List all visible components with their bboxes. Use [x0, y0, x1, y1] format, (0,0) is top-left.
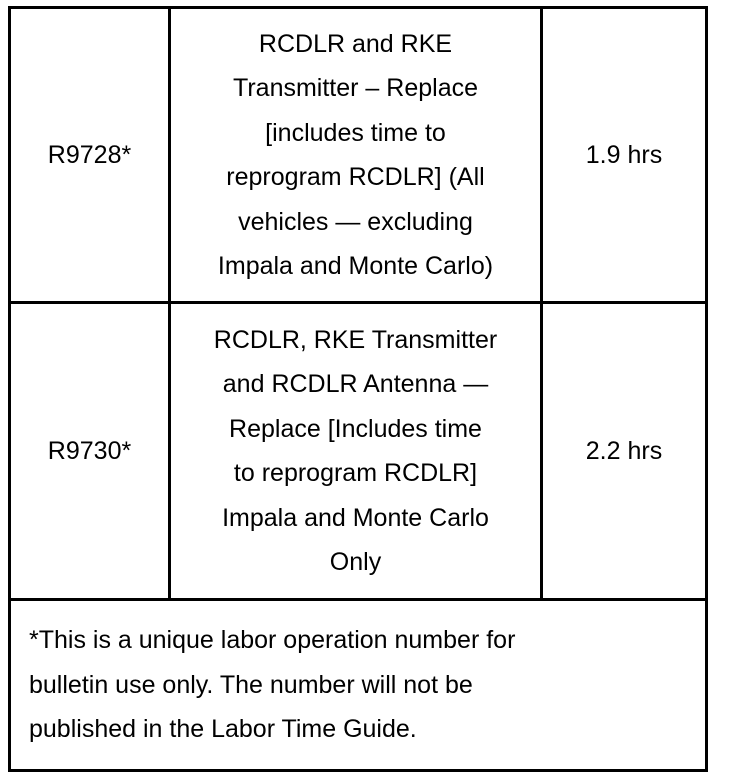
description-line: RCDLR and RKE: [258, 29, 453, 58]
description-line: Replace [Includes time: [229, 414, 482, 443]
description-line: Impala and Monte Carlo): [217, 252, 494, 280]
labor-operation-description: [170, 303, 542, 600]
labor-operation-description: [170, 8, 542, 303]
description-line: and RCDLR Antenna —: [222, 370, 489, 398]
description-line: Impala and Monte Carlo: [222, 503, 489, 532]
description-line: RCDLR, RKE Transmitter: [213, 325, 498, 354]
description-line: Transmitter – Replace: [233, 74, 478, 102]
description-line: Only: [329, 548, 382, 576]
description-line: reprogram RCDLR] (All: [226, 163, 485, 191]
description-line: vehicles — excluding: [238, 207, 473, 236]
description-line: to reprogram RCDLR]: [233, 459, 478, 487]
description-line: [includes time to: [265, 118, 446, 147]
footnote-line: *This is a unique labor operation number for: [29, 626, 516, 655]
footnote-line: bulletin use only. The number will not be: [29, 670, 473, 699]
labor-time: 2.2 hrs: [542, 303, 707, 600]
labor-operation-code: R9730*: [10, 303, 170, 600]
labor-time: 1.9 hrs: [542, 8, 707, 303]
footnote: [10, 600, 707, 771]
labor-operation-table: [8, 6, 708, 772]
table-row: [10, 8, 707, 303]
footnote-line: published in the Labor Time Guide.: [29, 715, 417, 744]
table-row: [10, 303, 707, 600]
footnote-row: [10, 600, 707, 771]
labor-operation-code: R9728*: [10, 8, 170, 303]
